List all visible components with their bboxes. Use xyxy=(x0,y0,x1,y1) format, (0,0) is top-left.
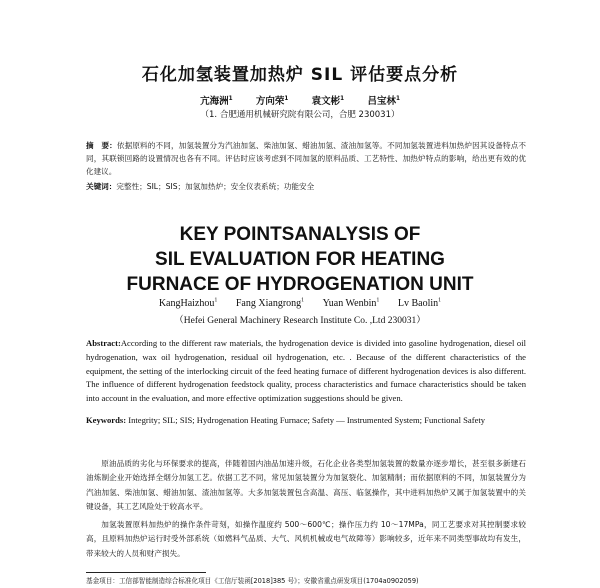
english-abstract-text: According to the different raw materials, the hydrogenation device is divided into gasoline hydrogenation, diesel oil hydrogenation, wax oil hydrogenation, residual oil hydrogenation, etc. . Because of the different characteristics of the equipment, the setting of the interlocking circuit of the feed heating furnace of different hydrogenation devices is also different. The influence of different hydrogenation feedstock quality, process characteristics and furnace characteristics should be taken into account in the evaluation, and more effective optimization suggestions should be given. xyxy=(86,338,526,404)
english-authors xyxy=(0,298,600,309)
funding-footnote: 基金项目：工信部智能制造综合标准化项目《工信厅装函[2018]385 号》；安徽省重点研发项目(1704a0902059) xyxy=(86,577,419,585)
chinese-abstract xyxy=(86,139,526,178)
body-text xyxy=(86,457,526,561)
author-cn: 方向荣$^1$ xyxy=(255,95,289,107)
chinese-abstract-text: 依据原料的不同，加氢装置分为汽油加氢、柴油加氢、蜡油加氢、渣油加氢等。不同加氢装置进料加热炉因其设备特点不同，其联锁回路的设置情况也各有不同。评估时应该考虑到不同加氢的原料品质、工艺特性、加热炉特点的影响，给出更有效的优化建议。 xyxy=(86,141,526,176)
footnote-divider xyxy=(86,572,206,573)
chinese-keywords xyxy=(86,180,526,193)
author-en: Lv Baolin$^1$ xyxy=(397,298,442,310)
chinese-affiliation: （1. 合肥通用机械研究院有限公司，合肥 230031） xyxy=(200,110,400,120)
body-paragraph: 加氢装置原料加热炉的操作条件苛刻，如操作温度约 500～600℃；操作压力约 10～17MPa，同工艺要求对其控制要求较高，且原料加热炉运行时受外部系统（如燃料气品质、大气、风机机械或电气故障等）影响较多，近年来不同类型事故均有发生，带来较大的人员和财产损失。 xyxy=(86,520,526,558)
english-keywords-label: Keywords: xyxy=(86,415,127,425)
english-affiliation: （Hefei General Machinery Research Institute Co. ,Ltd 230031） xyxy=(174,316,426,326)
english-keywords-text: Integrity; SIL; SIS; Hydrogenation Heating Furnace; Safety — Instrumented System; Functional Safety xyxy=(128,415,486,425)
english-title xyxy=(0,222,600,297)
english-title-line: KEY POINTSANALYSIS OF xyxy=(179,224,421,245)
chinese-authors xyxy=(0,93,600,107)
english-keywords xyxy=(86,414,526,428)
english-abstract xyxy=(86,337,526,406)
english-abstract-label: Abstract: xyxy=(86,338,121,348)
author-en: KangHaizhou$^1$ xyxy=(158,298,218,310)
author-cn: 吕宝林$^1$ xyxy=(367,95,400,107)
author-cn: 袁文彬$^1$ xyxy=(311,95,345,107)
chinese-abstract-label: 摘 要： xyxy=(86,141,117,150)
english-title-line: SIL EVALUATION FOR HEATING xyxy=(155,249,445,270)
chinese-title: 石化加氢装置加热炉 SIL 评估要点分析 xyxy=(141,65,459,85)
author-en: Fang Xiangrong$^1$ xyxy=(235,298,305,310)
body-paragraph: 原油品质的劣化与环保要求的提高，伴随着国内油品加速升级，石化企业各类型加氢装置的数量亦逐步增长，甚至很多新建石油炼制企业开始选择全烟分加氢工艺。依据工艺不同，常见加氢装置分为加氢裂化、加氢精制；而依据原料的不同，加氢装置分为汽油加氢、柴油加氢、蜡油加氢、渣油加氢等。大多加氢装置包含高温、高压、临氢操作，其中进料加热炉又属于加氢装置中的关键设备，其工艺风险处于较高水平。 xyxy=(86,459,526,511)
author-en: Yuan Wenbin$^1$ xyxy=(322,298,380,310)
english-title-line: FURNACE OF HYDROGENATION UNIT xyxy=(126,274,474,295)
author-cn: 亢海洲$^1$ xyxy=(200,95,233,107)
chinese-keywords-label: 关键词： xyxy=(86,182,117,191)
chinese-keywords-text: 完整性；SIL；SIS；加氢加热炉；安全仪表系统；功能安全 xyxy=(116,182,315,191)
